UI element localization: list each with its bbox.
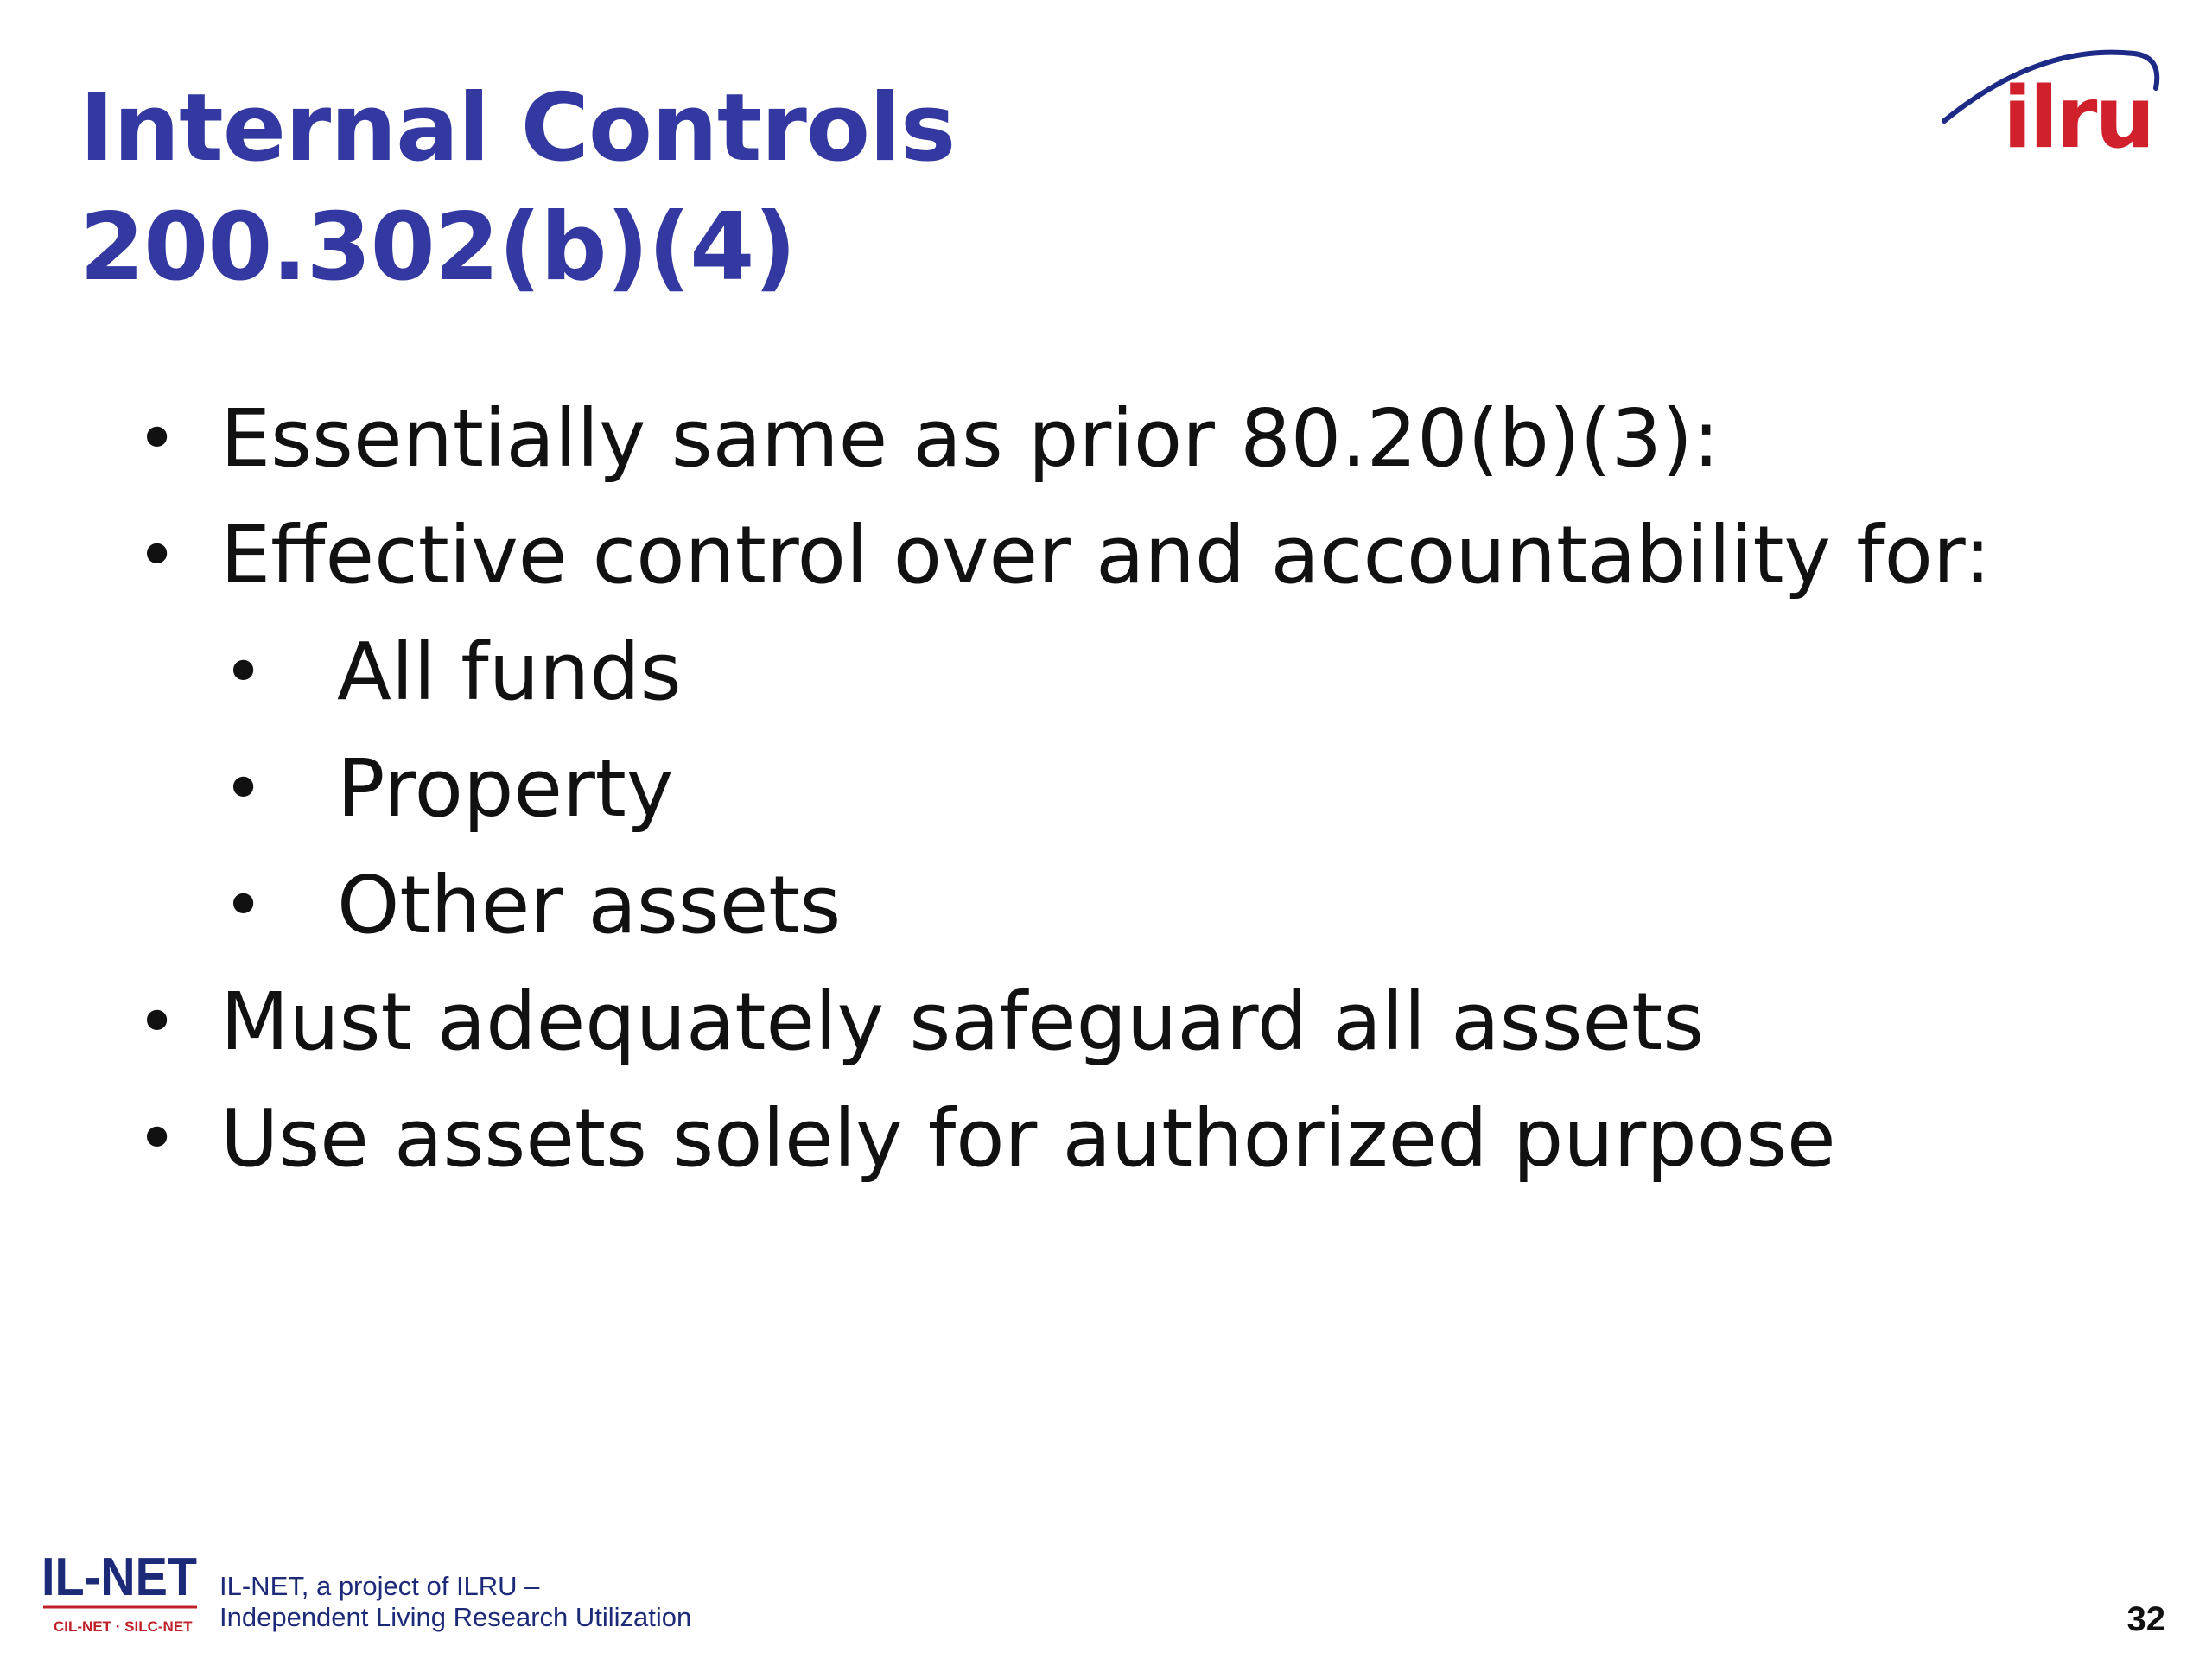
- bullet-text: Property: [337, 742, 674, 835]
- il-net-logo-wordmark: IL-NET: [41, 1548, 198, 1607]
- slide-title: [79, 69, 955, 308]
- bullet-item: [0, 963, 2160, 1080]
- page-number: 32: [2126, 1600, 2165, 1638]
- ilru-logo-wordmark: ilru: [2003, 69, 2153, 164]
- bullet-text: Must adequately safeguard all assets: [220, 976, 1705, 1068]
- bullet-dot: •: [223, 865, 264, 945]
- bullet-dot: •: [137, 515, 178, 595]
- bullet-dot: •: [223, 632, 264, 712]
- footer-text: [219, 1571, 691, 1633]
- bullet-text: All funds: [337, 626, 682, 718]
- bullet-text: Use assets solely for authorized purpose: [220, 1092, 1836, 1185]
- bullet-dot: •: [137, 398, 178, 479]
- bullet-text: Effective control over and accountability for:: [220, 509, 1992, 601]
- il-net-logo-subtext: CIL-NET · SILC-NET: [54, 1618, 193, 1635]
- sub-bullet-item: [0, 613, 2160, 730]
- slide-title-line-1: Internal Controls: [79, 74, 956, 182]
- bullet-text: Other assets: [337, 859, 842, 951]
- bullet-dot: •: [137, 1098, 178, 1179]
- ilru-logo: [1936, 35, 2169, 164]
- sub-bullet-item: [0, 847, 2160, 963]
- slide-title-line-2: 200.302(b)(4): [79, 194, 796, 302]
- footer-line-2: Independent Living Research Utilization: [219, 1602, 692, 1632]
- bullet-list: [0, 380, 2160, 1197]
- bullet-text: Essentially same as prior 80.20(b)(3):: [220, 392, 1720, 485]
- footer-line-1: IL-NET, a project of ILRU –: [219, 1571, 540, 1601]
- bullet-dot: •: [223, 748, 264, 829]
- bullet-item: [0, 380, 2160, 497]
- bullet-item: [0, 497, 2160, 613]
- bullet-item: [0, 1080, 2160, 1197]
- sub-bullet-item: [0, 730, 2160, 847]
- il-net-logo: [40, 1545, 200, 1640]
- bullet-dot: •: [137, 982, 178, 1062]
